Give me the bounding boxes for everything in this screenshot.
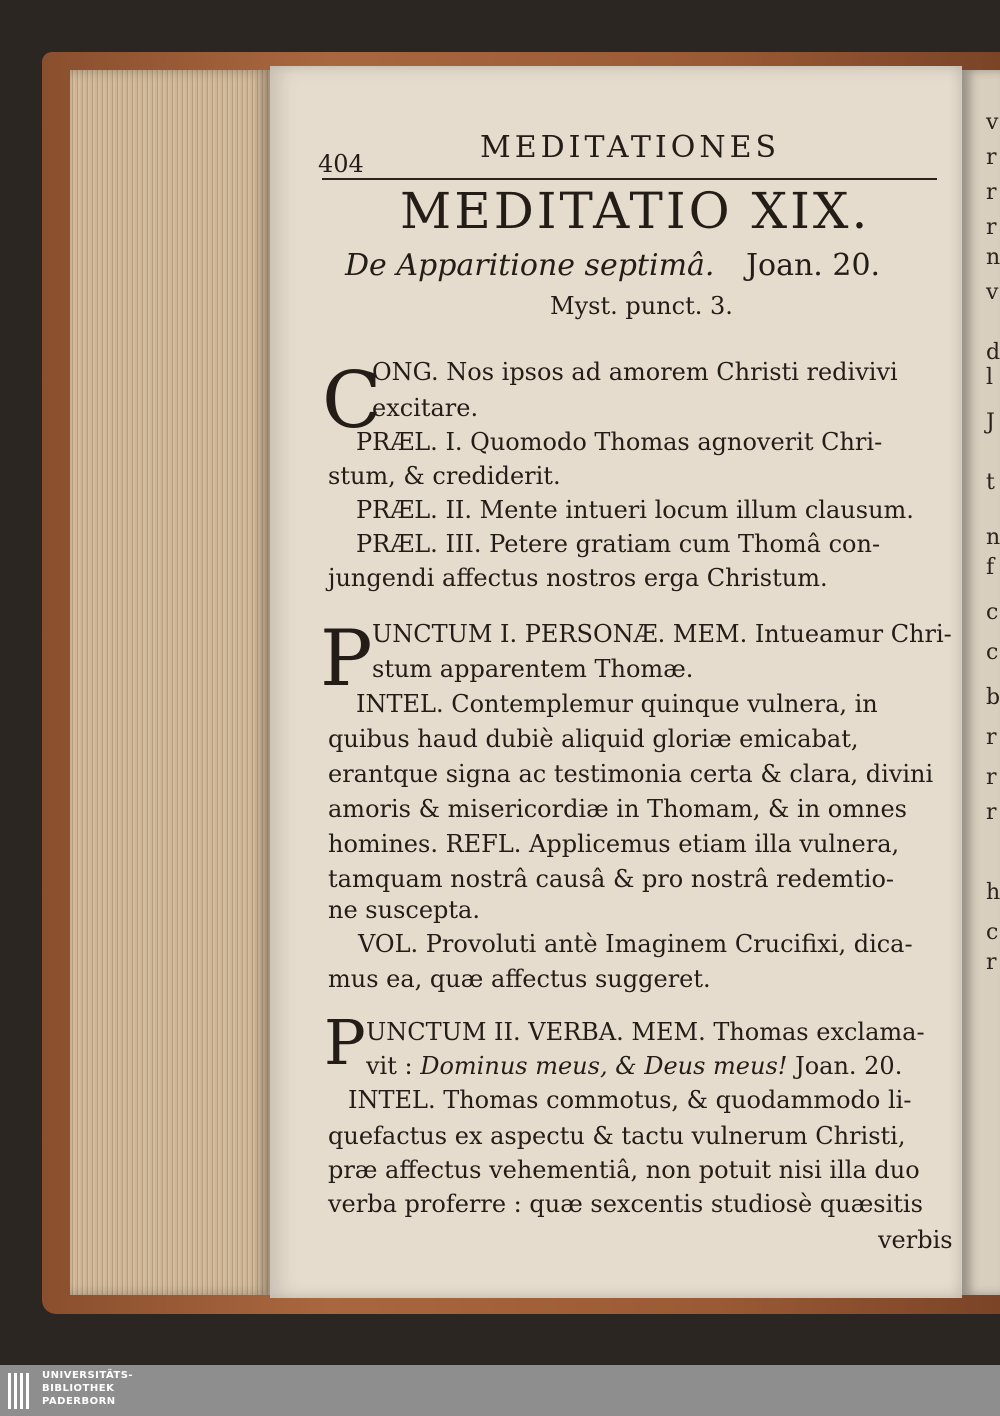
prael-line-5: jungendi affectus nostros erga Christum. [328, 564, 828, 592]
facing-page-letter: c [986, 600, 999, 625]
facing-page-edge [962, 70, 1000, 1295]
facing-page-letter: r [986, 725, 997, 750]
punctum1-line-6: amoris & misericordiæ in Thomam, & in omnes [328, 795, 907, 823]
drop-cap-c: C [322, 356, 382, 446]
facing-page-letter: c [986, 640, 999, 665]
meditation-title: MEDITATIO XIX. [400, 182, 871, 240]
subtitle-mystery: Myst. punct. 3. [550, 292, 733, 320]
punctum1-line-11: mus ea, quæ affectus suggeret. [328, 965, 711, 993]
punctum1-line-7: homines. REFL. Applicemus etiam illa vulnera, [328, 830, 900, 858]
punctum2-line-5: præ affectus vehementiâ, non potuit nisi illa duo [328, 1156, 920, 1184]
page-number: 404 [318, 150, 364, 178]
page-edges [70, 70, 270, 1295]
facing-page-letter: d [986, 340, 1000, 365]
facing-page-letter: n [986, 525, 1000, 550]
facing-page-letter: f [986, 555, 995, 580]
subtitle-reference: Joan. 20. [745, 248, 881, 283]
subtitle [345, 248, 880, 283]
facing-page-letter: J [986, 410, 995, 435]
facing-page-letter: r [986, 145, 997, 170]
prael-line-2: stum, & crediderit. [328, 462, 561, 490]
library-name-line-3: PADERBORN [42, 1396, 116, 1407]
punctum2-line-1: UNCTUM II. VERBA. MEM. Thomas exclama- [366, 1018, 925, 1046]
facing-page-letter: r [986, 215, 997, 240]
facing-page-letter: c [986, 920, 999, 945]
library-footer [0, 1365, 1000, 1416]
library-name-line-2: BIBLIOTHEK [42, 1383, 115, 1394]
facing-page-letter: r [986, 950, 997, 975]
drop-cap-p-2: P [324, 1006, 366, 1079]
punctum1-line-1: UNCTUM I. PERSONÆ. MEM. Intueamur Chri- [372, 620, 952, 648]
facing-page-letter: l [986, 365, 994, 390]
facing-page-letter: h [986, 880, 1000, 905]
punctum2-line-6: verba proferre : quæ sexcentis studiosè quæsitis [328, 1190, 923, 1218]
subtitle-apparition: De Apparitione septimâ. [345, 248, 715, 283]
prael-line-1: PRÆL. I. Quomodo Thomas agnoverit Chri- [356, 428, 883, 456]
punctum2-line-2 [366, 1052, 902, 1080]
library-name-line-1: UNIVERSITÄTS- [42, 1370, 134, 1381]
facing-page-letter: r [986, 765, 997, 790]
cong-line-1: ONG. Nos ipsos ad amorem Christi redivivi [372, 358, 898, 386]
punctum1-line-9: ne suscepta. [328, 896, 480, 924]
cong-line-2: excitare. [372, 394, 479, 422]
prael-line-4: PRÆL. III. Petere gratiam cum Thomâ con- [356, 530, 881, 558]
punctum1-line-8: tamquam nostrâ causâ & pro nostrâ redemtio- [328, 865, 895, 893]
punctum2-line-4: quefactus ex aspectu & tactu vulnerum Christi, [328, 1122, 906, 1150]
punctum1-line-3: INTEL. Contemplemur quinque vulnera, in [356, 690, 878, 718]
punctum2-vit: vit : [366, 1052, 421, 1080]
facing-page-letter: r [986, 800, 997, 825]
punctum1-line-10: VOL. Provoluti antè Imaginem Crucifixi, dica- [358, 930, 913, 958]
punctum2-line-3: INTEL. Thomas commotus, & quodammodo li- [348, 1086, 912, 1114]
facing-page-letter: r [986, 180, 997, 205]
library-logo-icon [8, 1373, 30, 1409]
running-head: MEDITATIONES [480, 130, 781, 165]
facing-page-letter: b [986, 685, 1000, 710]
facing-page-letter: n [986, 245, 1000, 270]
facing-page-letter: v [986, 280, 999, 305]
header-rule [322, 178, 937, 180]
quote-dominus-meus: Dominus meus, & Deus meus! [420, 1052, 788, 1080]
facing-page-letter: t [986, 470, 995, 495]
catchword: verbis [878, 1226, 953, 1254]
punctum1-line-5: erantque signa ac testimonia certa & clara, divini [328, 760, 934, 788]
prael-line-3: PRÆL. II. Mente intueri locum illum clausum. [356, 496, 914, 524]
punctum1-line-2: stum apparentem Thomæ. [372, 655, 694, 683]
facing-page-letter: v [986, 110, 999, 135]
gospel-reference: Joan. 20. [787, 1052, 903, 1080]
drop-cap-p-1: P [320, 614, 373, 704]
punctum1-line-4: quibus haud dubiè aliquid gloriæ emicabat, [328, 725, 859, 753]
